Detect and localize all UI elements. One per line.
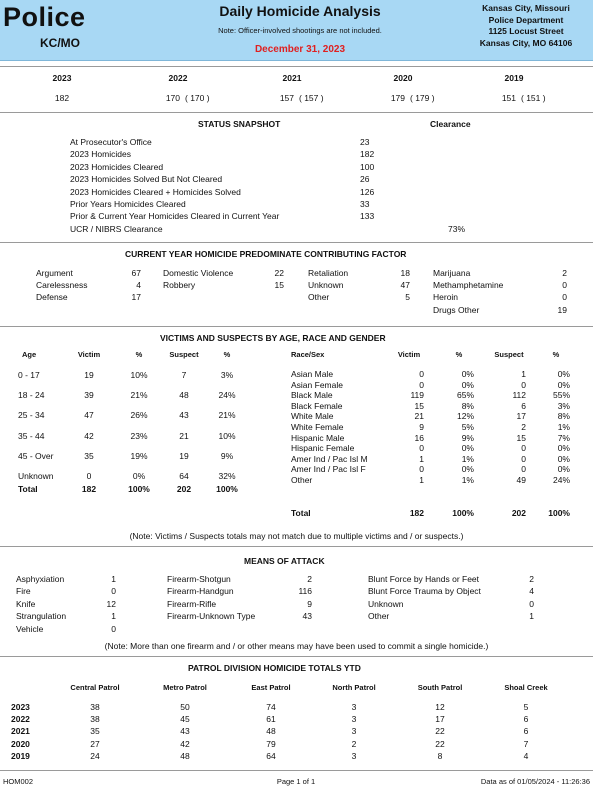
- race-cell: 2: [521, 422, 526, 432]
- means-label: Firearm-Rifle: [167, 598, 217, 609]
- factor-value: 47: [400, 280, 410, 291]
- patrol-column-header: Central Patrol: [70, 683, 120, 692]
- address-line: 1125 Locust Street: [488, 26, 564, 36]
- patrol-cell: 24: [90, 750, 100, 761]
- means-value: 4: [529, 586, 534, 597]
- age-cell: 26%: [130, 410, 148, 421]
- status-value: 182: [360, 149, 375, 160]
- factor-label: Unknown: [308, 280, 344, 291]
- race-cell: Hispanic Female: [291, 443, 355, 454]
- patrol-year: 2021: [11, 726, 30, 737]
- race-total-cell: 100%: [548, 508, 570, 518]
- patrol-column-header: North Patrol: [332, 683, 376, 692]
- age-cell: 19: [179, 450, 189, 461]
- race-cell: Asian Female: [291, 379, 343, 390]
- patrol-cell: 12: [435, 702, 445, 712]
- age-total-cell: 182: [81, 484, 97, 494]
- status-value: 33: [360, 199, 370, 209]
- race-cell: 1: [419, 453, 424, 464]
- patrol-year: 2020: [11, 738, 30, 749]
- age-cell: Unknown: [18, 471, 54, 481]
- patrol-cell: 4: [523, 750, 529, 761]
- means-note: (Note: More than one firearm and / or other means may have been used to commit a single homicide.): [104, 641, 489, 651]
- race-cell: 1%: [461, 475, 474, 485]
- year-label: 2023: [52, 73, 72, 83]
- age-cell: 21%: [218, 410, 236, 421]
- means-label: Unknown: [368, 598, 404, 609]
- data-as-of: Data as of 01/05/2024 - 11:26:36: [480, 777, 590, 786]
- factor-value: 17: [131, 292, 141, 303]
- year-label: 2022: [168, 73, 188, 83]
- patrol-column-header: East Patrol: [251, 683, 291, 692]
- race-cell: Black Male: [291, 390, 333, 401]
- factor-value: 4: [136, 280, 141, 291]
- race-cell: Black Female: [291, 400, 343, 411]
- patrol-cell: 38: [90, 702, 100, 712]
- patrol-cell: 22: [435, 726, 445, 737]
- race-cell: 0: [419, 379, 424, 390]
- status-label: At Prosecutor's Office: [70, 137, 152, 147]
- patrol-column-header: Shoal Creek: [504, 683, 548, 692]
- year-total: 179: [390, 93, 405, 103]
- means-value: 1: [111, 611, 116, 622]
- section-divider: [0, 112, 593, 113]
- year-reference: ( 157 ): [299, 93, 324, 103]
- race-cell: 0: [521, 453, 526, 464]
- patrol-cell: 74: [266, 702, 276, 712]
- age-cell: 25 - 34: [18, 410, 45, 421]
- race-total-cell: Total: [291, 508, 311, 518]
- means-value: 1: [529, 611, 534, 622]
- factor-label: Domestic Violence: [163, 268, 234, 278]
- means-label: Blunt Force by Hands or Feet: [368, 574, 480, 584]
- year-total: 157: [279, 93, 294, 103]
- age-cell: 32%: [218, 471, 236, 481]
- means-label: Firearm-Handgun: [167, 586, 234, 597]
- age-total-cell: 100%: [216, 484, 238, 494]
- status-value: 23: [360, 137, 370, 147]
- patrol-column-header: Metro Patrol: [163, 683, 207, 692]
- factor-label: Robbery: [163, 280, 196, 291]
- race-cell: 8%: [557, 411, 570, 422]
- race-total-cell: 202: [511, 508, 526, 518]
- year-reference: ( 170 ): [185, 93, 210, 103]
- race-cell: 0: [419, 369, 424, 379]
- age-column-header: Age: [22, 350, 37, 359]
- means-value: 116: [298, 586, 312, 597]
- patrol-cell: 17: [435, 714, 445, 725]
- age-cell: 42: [84, 430, 94, 441]
- factor-label: Marijuana: [433, 268, 471, 278]
- status-value: 100: [360, 161, 375, 172]
- patrol-year: 2019: [11, 750, 30, 761]
- race-cell: 1: [419, 475, 424, 485]
- means-value: 2: [529, 574, 534, 584]
- age-cell: 3%: [220, 370, 234, 380]
- age-cell: 0: [86, 471, 92, 481]
- race-column-header: Victim: [397, 350, 421, 359]
- race-cell: 0: [521, 443, 526, 454]
- year-label: 2020: [393, 73, 413, 83]
- factor-label: Argument: [36, 268, 73, 278]
- patrol-cell: 6: [523, 714, 529, 725]
- address-line: Kansas City, Missouri: [482, 3, 570, 13]
- means-value: 2: [307, 574, 312, 584]
- patrol-cell: 61: [266, 714, 276, 725]
- patrol-cell: 43: [180, 726, 190, 737]
- agency-subtitle: KC/MO: [40, 36, 80, 50]
- race-cell: 0%: [557, 453, 570, 464]
- report-date: December 31, 2023: [254, 44, 346, 55]
- status-value: 133: [360, 211, 375, 222]
- age-cell: 0 - 17: [18, 370, 40, 380]
- age-total-cell: 202: [176, 484, 192, 494]
- factor-label: Carelessness: [36, 280, 88, 291]
- patrol-cell: 79: [266, 738, 276, 749]
- patrol-cell: 3: [351, 726, 357, 737]
- race-cell: 6: [521, 400, 526, 411]
- age-column-header: Victim: [77, 350, 101, 359]
- race-cell: 112: [512, 390, 526, 401]
- header-note: Note: Officer-involved shootings are not included.: [218, 26, 382, 35]
- patrol-cell: 22: [435, 738, 445, 749]
- year-total: 151: [501, 93, 516, 103]
- race-cell: 0: [419, 443, 424, 454]
- year-total: 182: [54, 93, 70, 103]
- means-value: 1: [111, 574, 116, 584]
- patrol-cell: 27: [90, 738, 100, 749]
- means-value: 9: [307, 598, 312, 609]
- agency-title: Police: [3, 2, 86, 32]
- race-cell: Asian Male: [291, 369, 334, 379]
- race-cell: 65%: [456, 390, 474, 401]
- race-cell: 49: [516, 475, 526, 485]
- race-column-header: %: [455, 350, 463, 359]
- section-divider: [0, 66, 593, 67]
- year-label: 2019: [504, 73, 524, 83]
- race-cell: 15: [414, 400, 424, 411]
- status-label: 2023 Homicides Cleared + Homicides Solved: [70, 186, 241, 197]
- age-cell: 39: [84, 390, 94, 401]
- means-value: 0: [111, 586, 116, 597]
- race-cell: Amer Ind / Pac Isl M: [291, 453, 368, 464]
- patrol-cell: 8: [437, 750, 443, 761]
- factor-value: 5: [405, 292, 410, 303]
- race-cell: 9%: [461, 432, 474, 443]
- patrol-cell: 5: [523, 702, 529, 712]
- age-cell: 10%: [130, 370, 148, 380]
- patrol-cell: 48: [266, 726, 276, 737]
- factor-label: Other: [308, 292, 330, 303]
- race-cell: 0%: [461, 464, 474, 475]
- year-reference: ( 151 ): [521, 93, 546, 103]
- age-total-cell: 100%: [128, 484, 150, 494]
- age-cell: 24%: [218, 390, 236, 401]
- patrol-cell: 45: [180, 714, 190, 725]
- age-cell: 45 - Over: [18, 450, 54, 461]
- factor-label: Heroin: [433, 292, 459, 303]
- age-cell: 21%: [130, 390, 148, 401]
- patrol-cell: 50: [180, 702, 190, 712]
- race-cell: 1: [521, 369, 526, 379]
- status-label: 2023 Homicides: [70, 149, 131, 160]
- report-title: Daily Homicide Analysis: [219, 3, 381, 19]
- age-total-cell: Total: [18, 484, 38, 494]
- patrol-year: 2023: [11, 702, 30, 712]
- patrol-cell: 48: [180, 750, 190, 761]
- race-cell: 7%: [557, 432, 570, 443]
- age-cell: 23%: [130, 430, 148, 441]
- page-number: Page 1 of 1: [276, 777, 316, 786]
- status-value: 126: [360, 186, 375, 197]
- status-label: Prior Years Homicides Cleared: [70, 199, 186, 209]
- clearance-header: Clearance: [430, 119, 471, 129]
- race-cell: 8%: [461, 400, 474, 411]
- year-label: 2021: [282, 73, 302, 83]
- address-line: Kansas City, MO 64106: [479, 37, 573, 48]
- race-total-cell: 100%: [452, 508, 474, 518]
- race-cell: 0%: [461, 379, 474, 390]
- race-cell: 17: [516, 411, 526, 422]
- race-cell: 21: [414, 411, 424, 422]
- age-column-header: %: [223, 350, 231, 359]
- means-value: 0: [529, 598, 534, 609]
- status-label: 2023 Homicides Solved But Not Cleared: [70, 174, 223, 185]
- year-reference: ( 179 ): [410, 93, 435, 103]
- department-address: [458, 3, 593, 49]
- race-cell: 0%: [461, 443, 474, 454]
- race-cell: 0%: [557, 369, 570, 379]
- means-label: Firearm-Unknown Type: [167, 611, 256, 622]
- patrol-cell: 42: [180, 738, 190, 749]
- means-label: Knife: [16, 598, 36, 609]
- section-divider: [0, 770, 593, 771]
- patrol-cell: 2: [351, 738, 357, 749]
- means-title: MEANS OF ATTACK: [244, 556, 325, 566]
- race-cell: 0%: [461, 369, 474, 379]
- race-cell: 0%: [557, 379, 570, 390]
- status-value: 26: [360, 174, 370, 185]
- victims-title: VICTIMS AND SUSPECTS BY AGE, RACE AND GENDER: [160, 333, 386, 343]
- race-cell: 0: [419, 464, 424, 475]
- race-cell: Hispanic Male: [291, 432, 345, 443]
- age-cell: 7: [181, 370, 187, 380]
- report-code: HOM002: [3, 777, 34, 786]
- factor-value: 2: [562, 268, 567, 278]
- section-divider: [0, 546, 593, 547]
- status-label: UCR / NIBRS Clearance: [70, 223, 163, 234]
- section-divider: [0, 242, 593, 243]
- race-cell: 119: [410, 390, 424, 401]
- race-cell: 1%: [461, 453, 474, 464]
- means-label: Strangulation: [16, 611, 67, 622]
- factor-value: 22: [274, 268, 284, 278]
- factor-value: 18: [400, 268, 410, 278]
- patrol-title: PATROL DIVISION HOMICIDE TOTALS YTD: [188, 663, 361, 673]
- factor-value: 19: [557, 304, 567, 315]
- race-cell: 0: [521, 379, 526, 390]
- age-cell: 18 - 24: [18, 390, 45, 401]
- factor-label: Methamphetamine: [433, 280, 504, 291]
- factor-label: Defense: [36, 292, 68, 303]
- means-label: Firearm-Shotgun: [167, 574, 231, 584]
- status-label: 2023 Homicides Cleared: [70, 161, 164, 172]
- factor-value: 0: [562, 280, 567, 291]
- means-label: Asphyxiation: [16, 574, 65, 584]
- status-label: Prior & Current Year Homicides Cleared in Current Year: [70, 211, 280, 222]
- age-cell: 64: [179, 471, 189, 481]
- means-label: Fire: [16, 586, 31, 597]
- age-cell: 10%: [218, 430, 236, 441]
- age-cell: 48: [179, 390, 189, 401]
- factors-title: CURRENT YEAR HOMICIDE PREDOMINATE CONTRIBUTING FACTOR: [125, 249, 407, 259]
- patrol-cell: 3: [351, 702, 357, 712]
- patrol-cell: 6: [523, 726, 529, 737]
- age-cell: 35: [84, 450, 94, 461]
- race-cell: 0%: [557, 464, 570, 475]
- age-column-header: Suspect: [169, 350, 199, 359]
- race-cell: Amer Ind / Pac Isl F: [291, 464, 366, 475]
- victims-note: (Note: Victims / Suspects totals may not match due to multiple victims and / or suspects.): [129, 531, 464, 541]
- race-cell: White Male: [291, 411, 334, 422]
- race-cell: 0: [521, 464, 526, 475]
- race-cell: 24%: [552, 475, 570, 485]
- race-cell: 16: [414, 432, 424, 443]
- section-divider: [0, 326, 593, 327]
- clearance-rate: 73%: [448, 223, 466, 234]
- age-cell: 21: [179, 430, 189, 441]
- race-cell: 5%: [461, 422, 474, 432]
- means-label: Other: [368, 611, 390, 622]
- race-cell: White Female: [291, 422, 344, 432]
- race-cell: 9: [419, 422, 424, 432]
- race-cell: 3%: [557, 400, 570, 411]
- means-label: Blunt Force Trauma by Object: [368, 586, 481, 597]
- status-title: STATUS SNAPSHOT: [198, 119, 281, 129]
- patrol-column-header: South Patrol: [417, 683, 463, 692]
- race-column-header: Suspect: [494, 350, 524, 359]
- race-column-header: %: [552, 350, 560, 359]
- patrol-year: 2022: [11, 714, 30, 725]
- patrol-cell: 64: [266, 750, 276, 761]
- race-cell: 15: [516, 432, 526, 443]
- means-value: 0: [111, 623, 116, 634]
- race-cell: 1%: [557, 422, 570, 432]
- race-cell: Other: [291, 475, 313, 485]
- patrol-cell: 3: [351, 714, 357, 725]
- age-cell: 43: [179, 410, 189, 421]
- race-column-header: Race/Sex: [291, 350, 325, 359]
- factor-value: 0: [562, 292, 567, 303]
- race-cell: 0%: [557, 443, 570, 454]
- race-cell: 12%: [456, 411, 474, 422]
- age-cell: 35 - 44: [18, 430, 45, 441]
- patrol-cell: 7: [523, 738, 529, 749]
- factor-value: 67: [131, 268, 141, 278]
- section-divider: [0, 656, 593, 657]
- age-cell: 0%: [132, 471, 146, 481]
- means-value: 12: [106, 598, 116, 609]
- factor-label: Retaliation: [308, 268, 349, 278]
- address-line: Police Department: [488, 14, 564, 25]
- age-cell: 19%: [130, 450, 148, 461]
- race-total-cell: 182: [409, 508, 424, 518]
- means-value: 43: [302, 611, 312, 622]
- age-column-header: %: [135, 350, 143, 359]
- means-label: Vehicle: [16, 623, 44, 634]
- race-cell: 55%: [552, 390, 570, 401]
- factor-value: 15: [274, 280, 284, 291]
- age-cell: 47: [84, 410, 94, 421]
- patrol-cell: 38: [90, 714, 100, 725]
- age-cell: 19: [84, 370, 94, 380]
- factor-label: Drugs Other: [433, 304, 480, 315]
- patrol-cell: 35: [90, 726, 100, 737]
- patrol-cell: 3: [351, 750, 357, 761]
- year-total: 170: [165, 93, 180, 103]
- age-cell: 9%: [220, 450, 234, 461]
